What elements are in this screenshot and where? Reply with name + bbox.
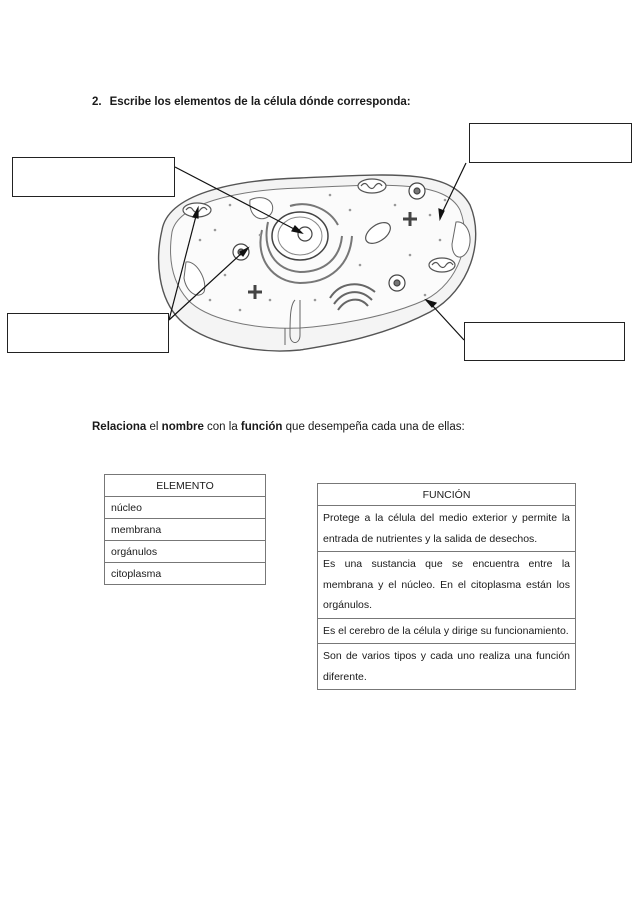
vacuole bbox=[184, 262, 205, 295]
label-box-cytoplasm[interactable] bbox=[469, 123, 632, 163]
elements-table bbox=[104, 474, 266, 585]
label-box-organelles[interactable] bbox=[7, 313, 169, 353]
relate-word-3: función bbox=[240, 421, 283, 433]
nucleolus bbox=[298, 227, 312, 241]
function-row: Es una sustancia que se encuentra entre la membrana y el núcleo. En el citoplasma están los orgánulos. bbox=[318, 552, 576, 619]
vacuole bbox=[452, 222, 470, 257]
element-row: núcleo bbox=[105, 497, 266, 519]
relate-word-2: nombre bbox=[161, 421, 204, 433]
cell-membrane-outline bbox=[159, 175, 476, 351]
function-row: Es el cerebro de la célula y dirige su funcionamiento. bbox=[318, 618, 576, 644]
pointer-lines bbox=[169, 163, 466, 340]
endoplasmic-reticulum bbox=[260, 204, 352, 283]
relate-text-3: que desempeña cada una de ellas: bbox=[282, 421, 465, 433]
functions-table bbox=[317, 483, 576, 690]
cell-inner-surface bbox=[171, 185, 465, 328]
ribosomes bbox=[199, 194, 447, 312]
element-row: citoplasma bbox=[105, 563, 266, 585]
exercise-instruction bbox=[92, 96, 411, 108]
cell-cut-notch bbox=[285, 300, 300, 345]
golgi-apparatus bbox=[330, 284, 375, 310]
vacuole bbox=[250, 198, 273, 219]
relate-instruction bbox=[92, 421, 465, 433]
element-row: orgánulos bbox=[105, 541, 266, 563]
exercise-number: 2. bbox=[92, 96, 102, 108]
relate-word-1: Relaciona bbox=[92, 421, 147, 433]
nucleus-inner bbox=[278, 217, 322, 255]
elements-table-header: ELEMENTO bbox=[105, 475, 266, 497]
function-row: Son de varios tipos y cada uno realiza una función diferente. bbox=[318, 644, 576, 690]
element-row: membrana bbox=[105, 519, 266, 541]
centrioles bbox=[248, 212, 417, 299]
relate-text-2: con la bbox=[203, 421, 241, 433]
nucleus bbox=[272, 212, 328, 260]
function-row: Protege a la célula del medio exterior y permite la entrada de nutrientes y la salida de desechos. bbox=[318, 506, 576, 552]
functions-table-header: FUNCIÓN bbox=[318, 484, 576, 506]
exercise-instruction-text: Escribe los elementos de la célula dónde corresponda: bbox=[109, 96, 411, 108]
relate-text-1: el bbox=[146, 421, 162, 433]
label-box-nucleus[interactable] bbox=[12, 157, 175, 197]
label-box-membrane[interactable] bbox=[464, 322, 625, 361]
mitochondria bbox=[183, 179, 455, 272]
lysosomes bbox=[233, 183, 425, 291]
